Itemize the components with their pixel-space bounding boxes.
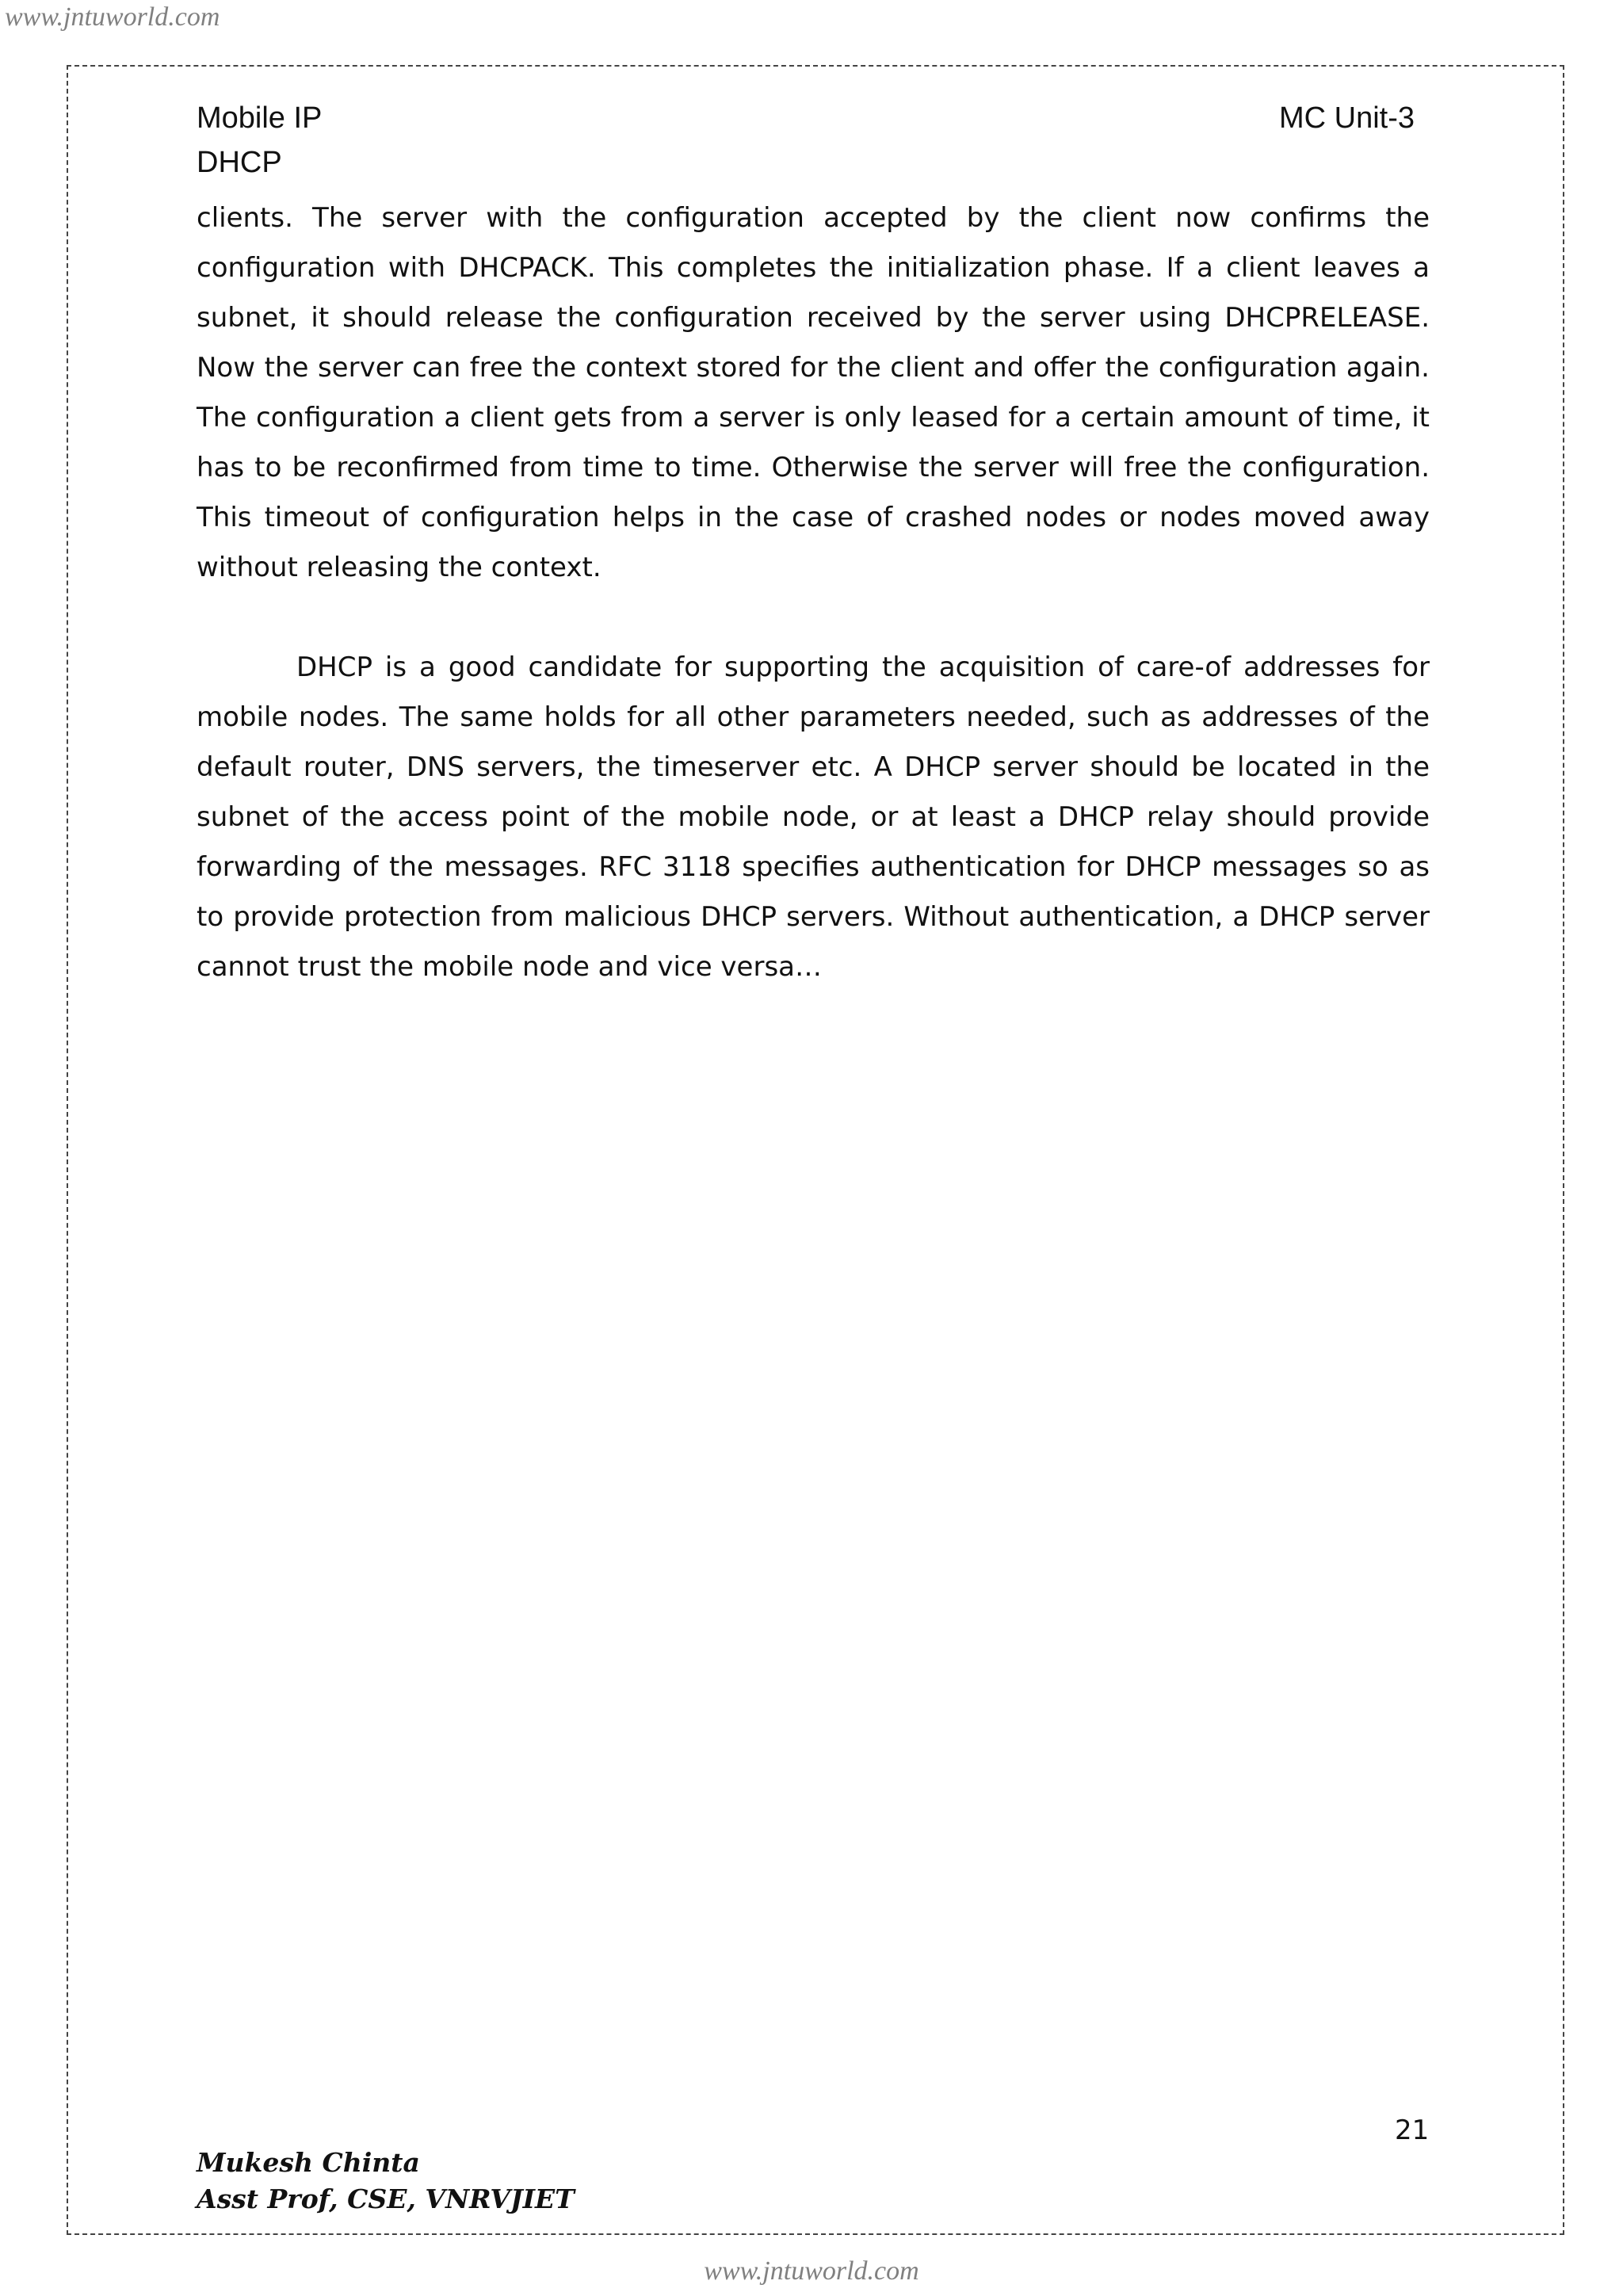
header-right-title: MC Unit-3	[1279, 101, 1415, 135]
paragraph: DHCP is a good candidate for supporting the acquisition of care-of addresses for mobile nodes. The same holds for all other parameters needed, such as addresses of the default router, DNS servers, the timeserver etc. A DHCP server should be located in the subnet of the access point of the mobile node, or at least a DHCP relay should provide forwarding of the messages. RFC 3118 specifies authentication for DHCP messages so as to provide protection from malicious DHCP servers. Without authentication, a DHCP server cannot trust the mobile node and vice versa…	[197, 651, 1430, 983]
author-title: Asst Prof, CSE, VNRVJIET	[197, 2183, 575, 2214]
paragraph: clients. The server with the configuration accepted by the client now confirms the configuration with DHCPACK. This completes the initialization phase. If a client leaves a subnet, it should release the configuration received by the server using DHCPRELEASE. Now the server can free the context stored for the client and offer the configuration again. The configuration a client gets from a server is only leased for a certain amount of time, it has to be reconfirmed from time to time. Otherwise the server will free the configuration. This timeout of configuration helps in the case of crashed nodes or nodes moved away without releasing the context.	[197, 202, 1430, 583]
watermark-bottom: www.jntuworld.com	[704, 2256, 919, 2286]
section-heading: DHCP	[197, 146, 282, 179]
body-text	[197, 193, 1430, 992]
header-left-title: Mobile IP	[197, 101, 323, 135]
author-signature	[197, 2145, 575, 2218]
author-name: Mukesh Chinta	[197, 2147, 420, 2178]
watermark-top: www.jntuworld.com	[5, 2, 220, 32]
page-number: 21	[1395, 2115, 1430, 2146]
